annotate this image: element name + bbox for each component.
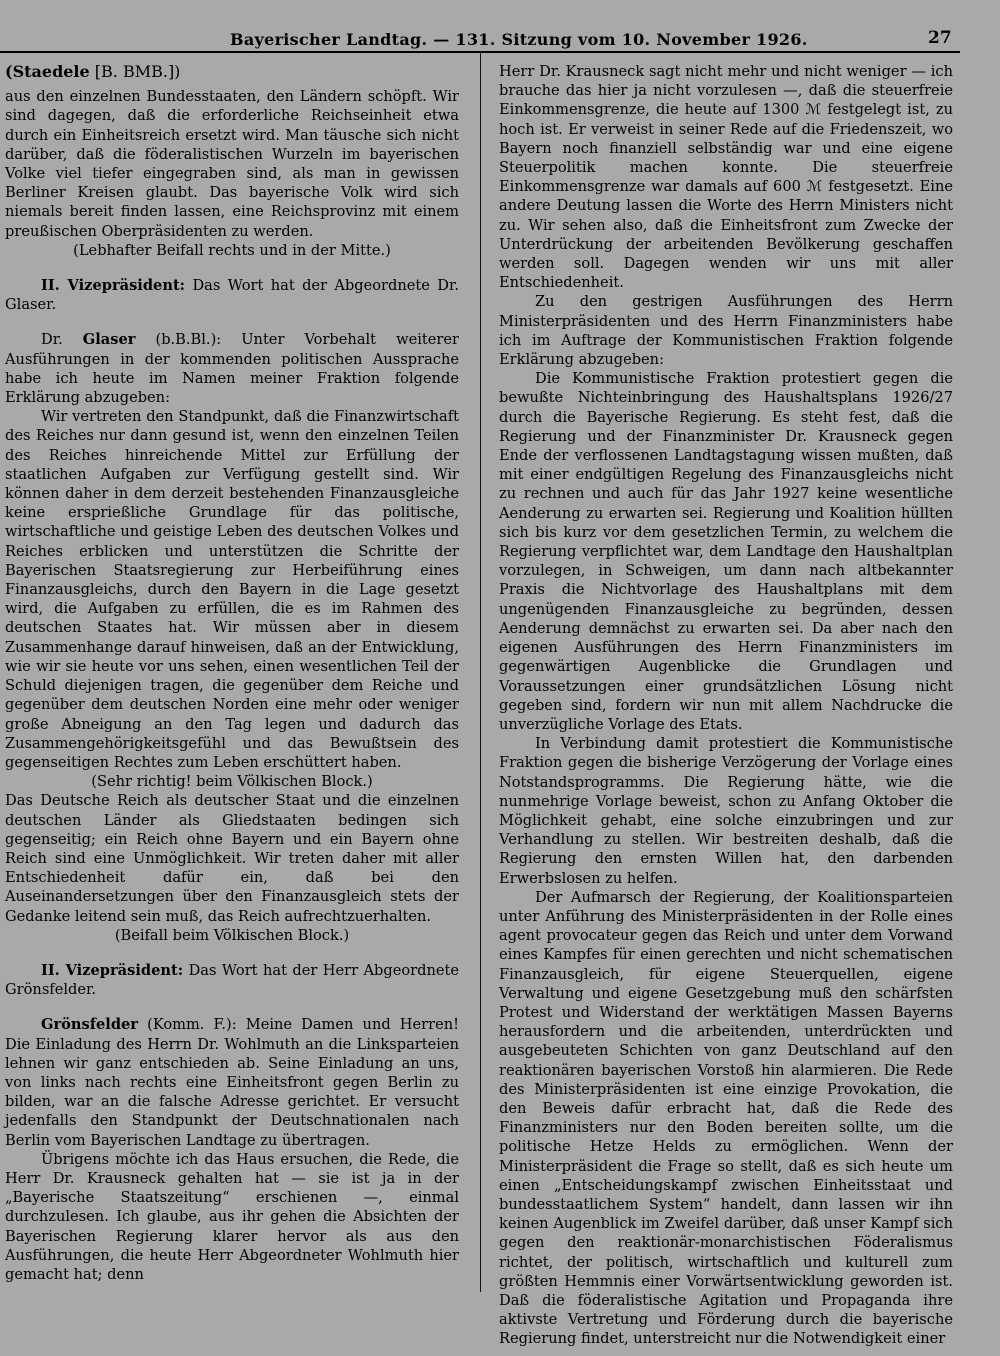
- paragraph: Herr Dr. Krausneck sagt nicht mehr und nicht weniger — ich brauche das hier ja nicht vorzulesen —, daß die steuerfreie Einkommensgrenze, die heute auf 1300 ℳ festgelegt ist, zu hoch ist. Er verweist in seiner Rede auf die Friedenszeit, wo Bayern noch finanziell selbständig war und eine eigene Steuerpolitik machen konnte. Die steuerfreie Einkommensgrenze war damals auf 600 ℳ festgesetzt. Eine andere Deutung lassen die Worte des Herrn Ministers nicht zu. Wir sehen also, daß die Einheitsfront zum Zwecke der Unterdrückung der arbeitenden Bevölkerung geschaffen werden soll. Dagegen wenden wir uns mit aller Entschiedenheit.: [499, 63, 953, 292]
- interjection-note: (Sehr richtig! beim Völkischen Block.): [91, 773, 373, 791]
- paragraph: Wir vertreten den Standpunkt, daß die Finanzwirtschaft des Reiches nur dann gesund ist, wenn den einzelnen Teilen des Reiches hinreichende Mittel zur Erfüllung der staatlichen Aufgaben zur Verfügung gestellt sind. Wir können daher in dem derzeit bestehenden Finanzausgleiche keine ersprießliche Grundlage für das politische, wirtschaftliche und geistige Leben des deutschen Volkes und Reiches erblicken und unterstützen die Schritte der Bayerischen Staatsregierung zur Herbeiführung eines Finanzausgleichs, durch den Bayern in die Lage gesetzt wird, die Aufgaben zu erfüllen, die es im Rahmen des deutschen Staates hat. Wir müssen aber in diesem Zusammenhange darauf hinweisen, daß an der Entwicklung, wie wir sie heute vor uns sehen, einen wesentlichen Teil der Schuld diejenigen tragen, die gegenüber dem Reiche und gegenüber dem deutschen Norden eine mehr oder weniger große Abneigung an den Tag legen und dadurch das Zusammengehörigkeitsgefühl und das Bewußtsein des gegenseitigen Rechtes zum Leben erschüttert haben.: [5, 408, 459, 771]
- speaker-name: (Staedele: [5, 62, 90, 81]
- applause-note: (Beifall beim Völkischen Block.): [114, 926, 350, 944]
- speaker-name: Grönsfelder: [41, 1016, 138, 1034]
- paragraph: Zu den gestrigen Ausführungen des Herrn Ministerpräsidenten und des Herrn Finanzministers habe ich im Auftrage der Kommunistischen Fraktion folgende Erklärung abzugeben:: [499, 293, 953, 369]
- paragraph: Der Aufmarsch der Regierung, der Koalitionsparteien unter Anführung des Ministerpräsidenten in der Rolle eines agent provocateur gegen das Reich und unter dem Vorwand eines Kampfes für einen gerechten und nicht schematischen Finanzausgleich, für eigene Steuerquellen, eigene Verwaltung und eigene Gesetzgebung muß den schärfsten Protest und Widerstand der werktätigen Massen Bayerns herausfordern und die arbeitenden, unterdrückten und ausgebeuteten Schichten von ganz Deutschland auf den reaktionären bayerischen Vorstoß hin alarmieren. Die Rede des Ministerpräsidenten ist eine einzige Provokation, die den Beweis dafür erbracht hat, daß die Rede des Finanzministers nur den Boden bereiten sollte, um die politische Hetze Helds zu ermöglichen. Wenn der Ministerpräsident die Frage so stellt, daß es sich heute um einen „Entscheidungskampf zwischen Einheitsstaat und bundesstaatlichem System“ handelt, dann lassen wir ihn keinen Augenblick im Zweifel darüber, daß unser Kampf sich gegen den reaktionär-monarchistischen Föderalismus richtet, der politisch, wirtschaftlich und kulturell zum größten Hemmnis einer Vorwärtsentwicklung geworden ist. Daß die föderalistische Agitation und Propaganda ihre aktivste Vertretung und Förderung durch die bayerische Regierung findet, unterstreicht nur die Notwendigkeit einer: [499, 888, 953, 1348]
- column-divider: [480, 52, 481, 1292]
- paragraph: Das Deutsche Reich als deutscher Staat und die einzelnen deutschen Länder als Gliedstaaten bedingen sich gegenseitig; ein Reich ohne Bayern und ein Bayern ohne Reich sind eine Unmöglichkeit. Wir treten daher mit aller Entschiedenheit dafür ein, daß bei den Auseinandersetzungen über den Finanzausgleich stets der Gedanke leitend sein muß, das Reich aufrechtzuerhalten.: [5, 792, 459, 925]
- glaser-statement: [5, 330, 459, 407]
- right-column: [499, 62, 953, 1349]
- speaker-name: II. Vizepräsident:: [41, 961, 184, 979]
- paragraph: Die Kommunistische Fraktion protestiert gegen die bewußte Nichteinbringung des Haushaltsplans 1926/27 durch die Bayerische Regierung. Es steht fest, daß die Regierung und der Finanzminister Dr. Krausneck gegen Ende der verflossenen Landtagstagung wissen mußten, daß mit einer endgültigen Regelung des Finanzausgleichs nicht zu rechnen und auch für das Jahr 1927 keine wesentliche Aenderung zu erwarten sei. Regierung und Koalition hüllten sich bis kurz vor dem gesetzlichen Termin, zu welchem die Regierung verpflichtet war, dem Landtage den Haushaltplan vorzulegen, in Schweigen, um dann nach altbekannter Praxis die Nichtvorlage des Haushaltplans mit dem ungenügenden Finanzausgleiche zu begründen, dessen Aenderung demnächst zu erwarten sei. Da aber nach den eigenen Ausführungen des Herrn Finanzministers im gegenwärtigen Augenblicke die Grundlagen und Voraussetzungen einer grundsätzlichen Lösung nicht gegeben sind, fordern wir nun mit allem Nachdrucke die unverzügliche Vorlage des Etats.: [499, 370, 953, 733]
- statement-text: (b.B.Bl.): Unter Vorbehalt weiterer Ausführungen in der kommenden politischen Aussprache habe ich heute im Namen meiner Fraktion folgende Erklärung abzugeben:: [5, 331, 459, 407]
- speaker-name: II. Vizepräsident:: [41, 277, 186, 295]
- paragraph: Übrigens möchte ich das Haus ersuchen, die Rede, die Herr Dr. Krausneck gehalten hat — sie ist ja in der „Bayerische Staatszeitung“ erschienen —, einmal durchzulesen. Ich glaube, aus ihr gehen die Absichten der Bayerischen Regierung klarer hervor als aus den Ausführungen, die heute Herr Abgeordneter Wohlmuth hier gemacht hat; denn: [5, 1150, 459, 1283]
- page-header: [0, 30, 1000, 52]
- vice-president-statement: [5, 961, 459, 999]
- running-title: Bayerischer Landtag. — 131. Sitzung vom 10. November 1926.: [230, 30, 808, 49]
- speaker-name: Glaser: [82, 331, 136, 349]
- speaker-continuation-head: [5, 62, 459, 81]
- paragraph: aus den einzelnen Bundesstaaten, den Ländern schöpft. Wir sind dagegen, daß die erforderliche Reichseinheit etwa durch ein Einheitsreich ersetzt wird. Man täusche sich nicht darüber, daß die föderalistischen Wurzeln im bayerischen Volke viel tiefer eingegraben sind, als man in gewissen Berliner Kreisen glaubt. Das bayerische Volk wird sich niemals bereit finden lassen, eine Reichsprovinz mit einem preußischen Oberpräsidenten zu werden.: [5, 88, 459, 240]
- applause-note: (Lebhafter Beifall rechts und in der Mitte.): [73, 241, 391, 259]
- statement-text: Das Wort hat der Abgeordnete Dr. Glaser.: [5, 277, 460, 314]
- speaker-party: [B. BMB.]): [94, 62, 181, 81]
- statement-text: Das Wort hat der Herr Abgeordnete Grönsfelder.: [5, 961, 459, 999]
- speaker-title: Dr.: [41, 331, 63, 349]
- groensfelder-statement: [5, 1015, 459, 1149]
- page-number: 27: [928, 28, 952, 48]
- paragraph: In Verbindung damit protestiert die Kommunistische Fraktion gegen die bisherige Verzögerung der Vorlage eines Notstandsprogramms. Die Regierung hätte, wie die nunmehrige Vorlage beweist, schon zu Anfang Oktober die Möglichkeit gehabt, eine solche einzubringen und zur Verhandlung zu stellen. Wir bestreiten deshalb, daß die Regierung den ernsten Willen hat, den darbenden Erwerbslosen zu helfen.: [499, 735, 953, 887]
- left-column: [5, 62, 459, 1284]
- vice-president-statement: [5, 276, 459, 314]
- statement-text: (Komm. F.): Meine Damen und Herren! Die Einladung des Herrn Dr. Wohlmuth an die Linksparteien lehnen wir ganz entschieden ab. Seine Einladung an uns, von links nach rechts eine Einheitsfront gegen Berlin zu bilden, war an die falsche Adresse gerichtet. Er versucht jedenfalls den Standpunkt der Deutschnationalen nach Berlin vom Bayerischen Landtage zu übertragen.: [5, 1016, 460, 1149]
